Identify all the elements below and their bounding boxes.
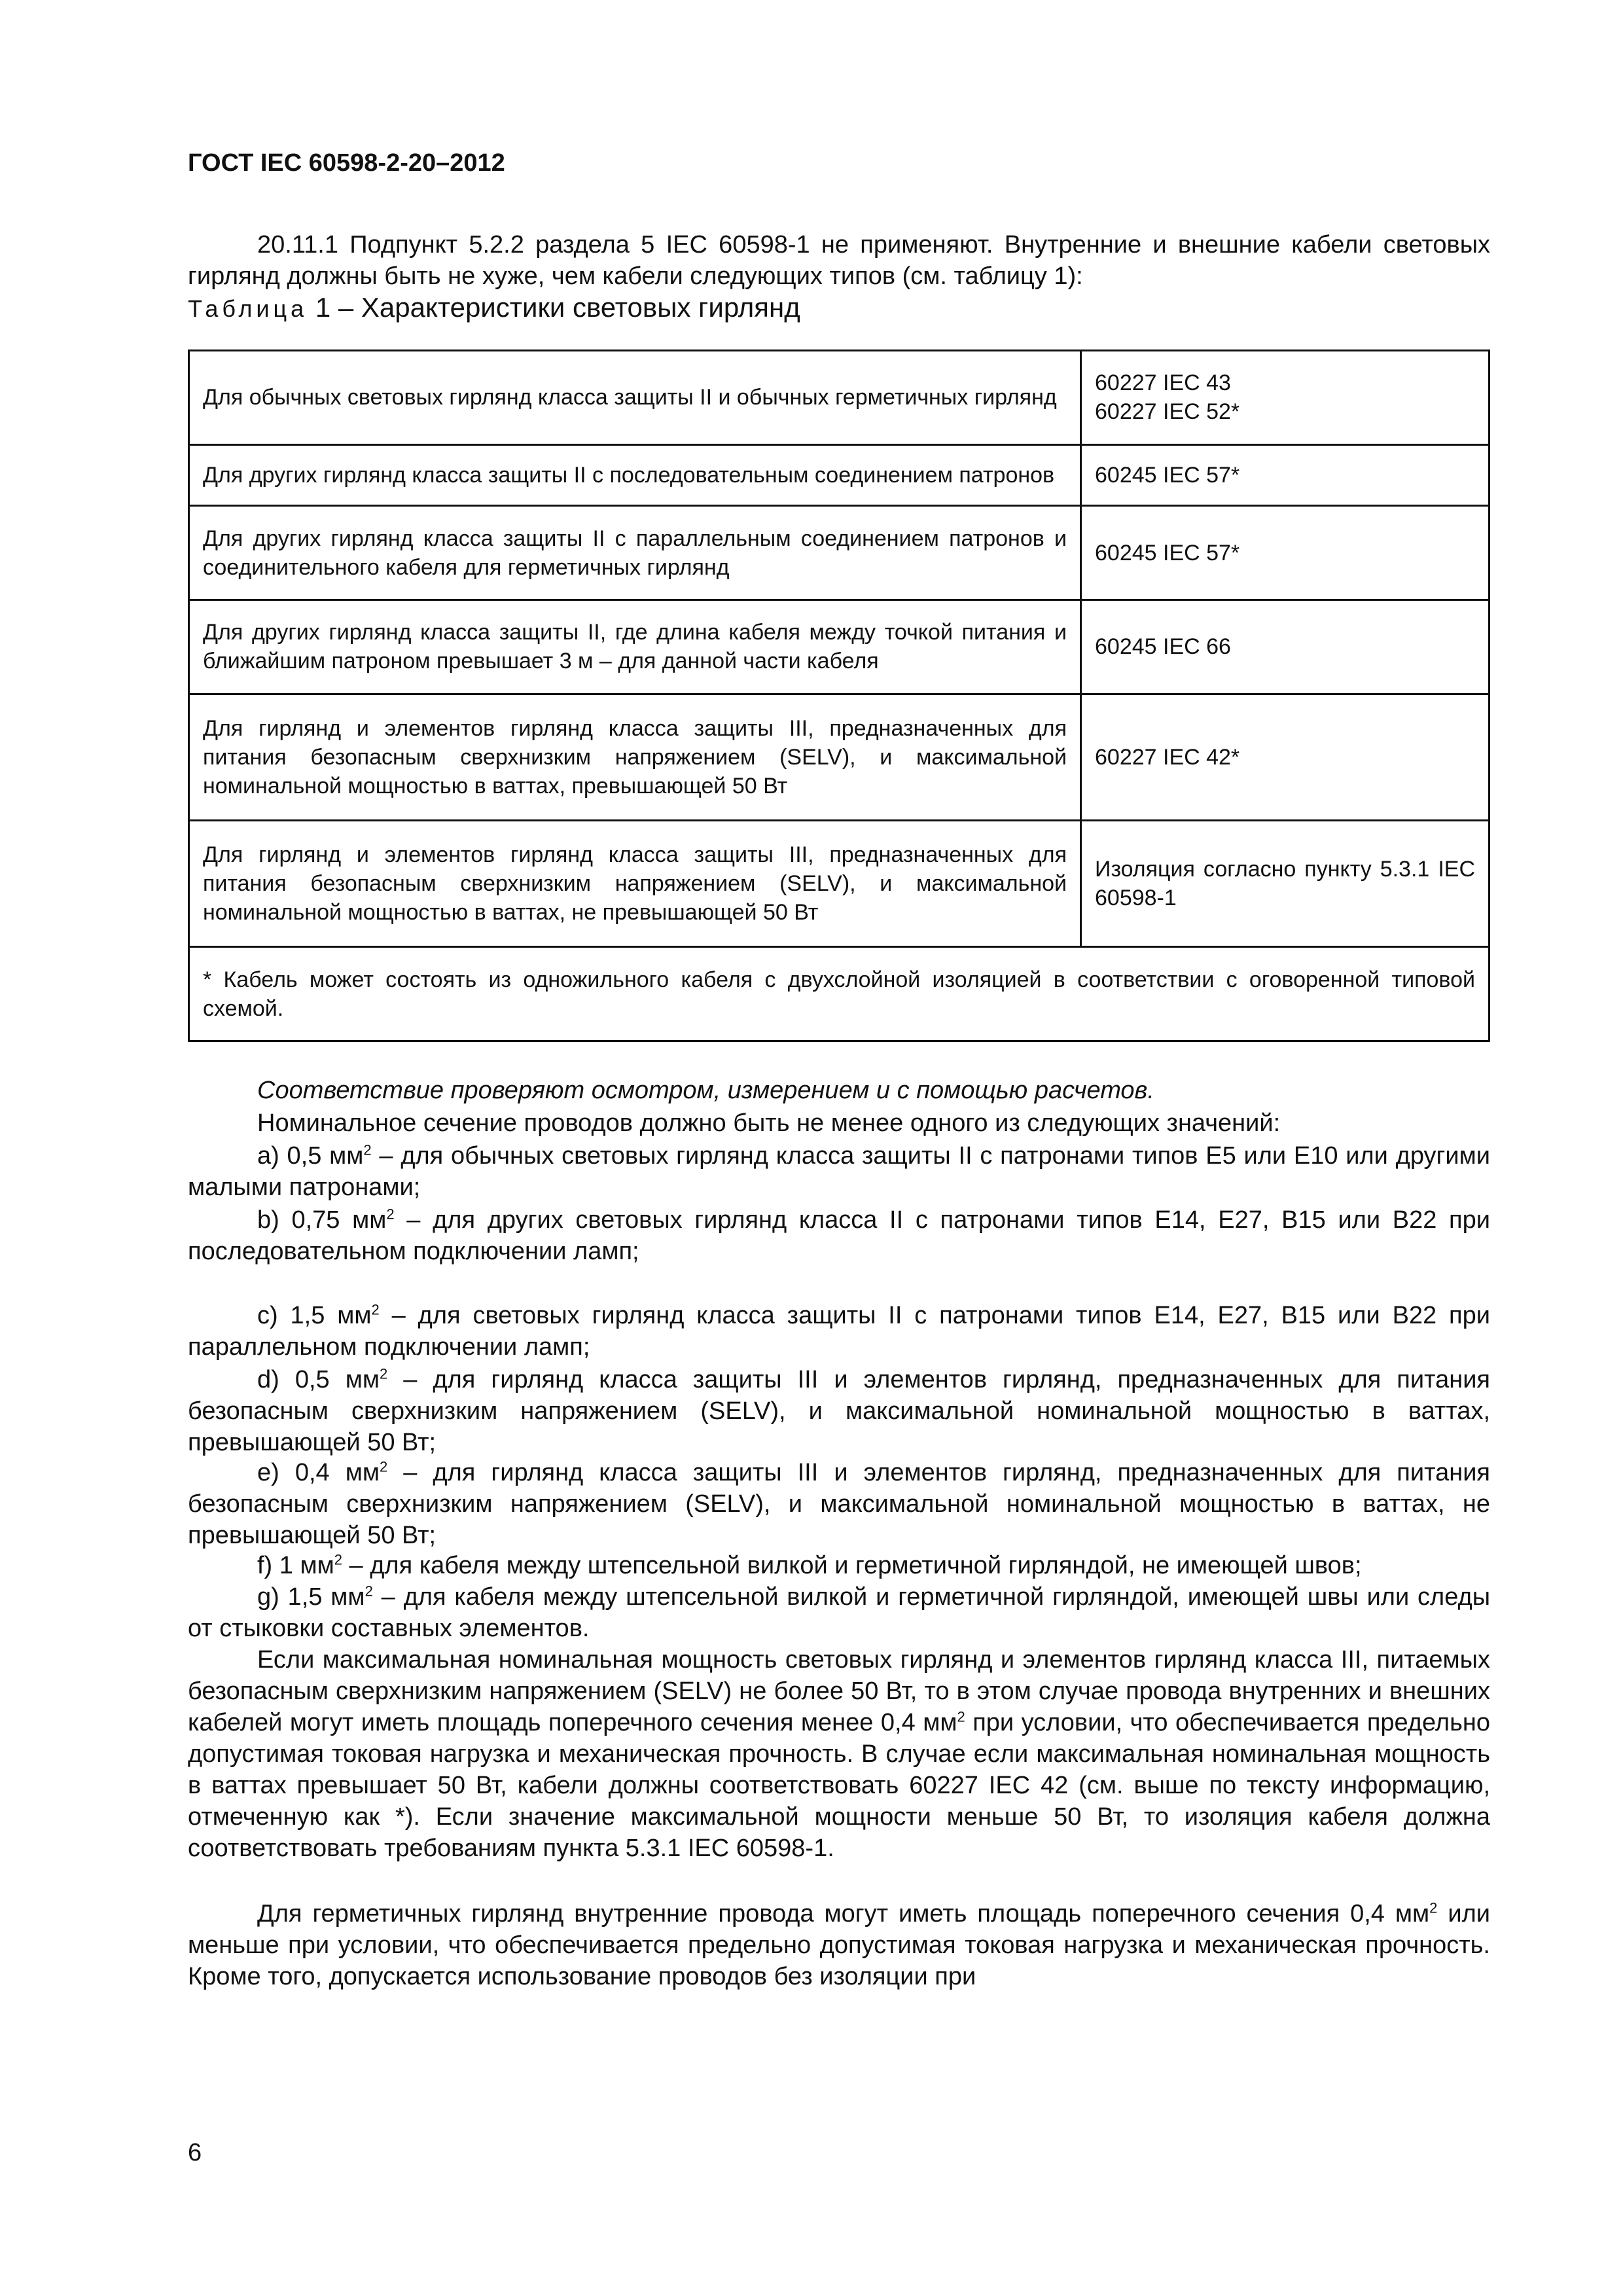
table-row xyxy=(189,694,1489,820)
table-row xyxy=(189,600,1489,694)
paragraph-class3-power xyxy=(188,1644,1490,1864)
table-caption-text: 1 – Характеристики световых гирлянд xyxy=(315,292,800,323)
table-note-row xyxy=(189,947,1489,1041)
table-note: * Кабель может состоять из одножильного кабеля с двухслойной изоляцией в соответствии с оговоренной типовой схемой. xyxy=(189,947,1489,1041)
item-b xyxy=(188,1204,1490,1267)
superscript: 2 xyxy=(386,1206,395,1223)
row-cable-type: 60245 IEC 57* xyxy=(1081,444,1489,506)
item-b-prefix: b) 0,75 мм xyxy=(257,1206,387,1234)
item-a-prefix: а) 0,5 мм xyxy=(257,1142,364,1170)
intro-paragraph: 20.11.1 Подпункт 5.2.2 раздела 5 IEC 60598-1 не применяют. Внутренние и внешние кабели световых гирлянд должны быть не хуже, чем кабели следующих типов (см. таблицу 1): xyxy=(188,231,1490,290)
row-description: Для других гирлянд класса защиты II с последовательным соединением патронов xyxy=(189,444,1081,506)
item-d-text: – для гирлянд класса защиты III и элементов гирлянд, предназначенных для питания безопасным сверхнизким напряжением (SELV), и максимальной номинальной мощностью в ваттах, превышающей 50 Вт; xyxy=(188,1366,1490,1456)
item-g-text: – для кабеля между штепсельной вилкой и герметичной гирляндой, имеющей швы или следы от стыковки составных элементов. xyxy=(188,1583,1491,1642)
table-row xyxy=(189,820,1489,946)
superscript: 2 xyxy=(379,1458,388,1475)
table-row xyxy=(189,351,1489,445)
item-a xyxy=(188,1140,1490,1203)
nominal-intro: Номинальное сечение проводов должно быть не менее одного из следующих значений: xyxy=(257,1109,1281,1137)
item-d xyxy=(188,1364,1490,1458)
superscript: 2 xyxy=(334,1551,342,1568)
row-cable-type: Изоляция согласно пункту 5.3.1 IEC 60598-1 xyxy=(1081,820,1489,946)
item-e-text: – для гирлянд класса защиты III и элементов гирлянд, предназначенных для питания безопасным сверхнизким напряжением (SELV), и максимальной номинальной мощностью в ваттах, не превышающей 50 Вт; xyxy=(188,1459,1490,1549)
row-description: Для обычных световых гирлянд класса защиты II и обычных герметичных гирлянд xyxy=(189,351,1081,445)
page-number: 6 xyxy=(188,2139,202,2166)
cable-table xyxy=(188,350,1490,1042)
item-d-prefix: d) 0,5 мм xyxy=(257,1366,380,1393)
row-description: Для гирлянд и элементов гирлянд класса защиты III, предназначенных для питания безопасным сверхнизким напряжением (SELV), и максимальной номинальной мощностью в ваттах, превышающей 50 Вт xyxy=(189,694,1081,820)
paragraph-hermetic xyxy=(188,1898,1490,1992)
row-cable-type: 60245 IEC 57* xyxy=(1081,506,1489,600)
row-description: Для гирлянд и элементов гирлянд класса защиты III, предназначенных для питания безопасным сверхнизким напряжением (SELV), и максимальной номинальной мощностью в ваттах, не превышающей 50 Вт xyxy=(189,820,1081,946)
item-e-prefix: e) 0,4 мм xyxy=(257,1459,380,1486)
superscript: 2 xyxy=(957,1708,965,1725)
table-caption xyxy=(188,292,800,323)
paragraph-text: или меньше при условии, что обеспечивается предельно допустимая токовая нагрузка и механическая прочность. Кроме того, допускается использование проводов без изоляции при xyxy=(188,1900,1490,1990)
row-cable-type: 60227 IEC 42* xyxy=(1081,694,1489,820)
superscript: 2 xyxy=(371,1301,380,1318)
row-description: Для других гирлянд класса защиты II, где длина кабеля между точкой питания и ближайшим патроном превышает 3 м – для данной части кабеля xyxy=(189,600,1081,694)
item-a-text: – для обычных световых гирлянд класса защиты II с патронами типов Е5 или Е10 или другими малыми патронами; xyxy=(188,1142,1490,1201)
paragraph-text: Если максимальная номинальная мощность световых гирлянд и элементов гирлянд класса III, питаемых безопасным сверхнизким напряжением (SELV) не более 50 Вт, то в этом случае провода внутренних и внешних кабелей могут иметь площадь поперечного сечения менее 0,4 мм xyxy=(188,1646,1490,1736)
superscript: 2 xyxy=(379,1365,388,1382)
row-cable-type: 60245 IEC 66 xyxy=(1081,600,1489,694)
cable-type-line: 60227 IEC 43 60227 IEC 52* xyxy=(1095,370,1240,425)
row-description: Для других гирлянд класса защиты II с параллельным соединением патронов и соединительного кабеля для герметичных гирлянд xyxy=(189,506,1081,600)
document-header: ГОСТ IEC 60598-2-20–2012 xyxy=(188,149,505,177)
item-c-text: – для световых гирлянд класса защиты II с патронами типов Е14, Е27, В15 или В22 при параллельном подключении ламп; xyxy=(188,1302,1490,1361)
item-e xyxy=(188,1457,1490,1551)
item-c xyxy=(188,1300,1490,1363)
item-b-text: – для других световых гирлянд класса II с патронами типов Е14, Е27, В15 или В22 при последовательном подключении ламп; xyxy=(188,1206,1490,1265)
item-g xyxy=(188,1581,1490,1644)
paragraph-text: Для герметичных гирлянд внутренние провода могут иметь площадь поперечного сечения 0,4 мм xyxy=(257,1900,1430,1928)
item-g-prefix: g) 1,5 мм xyxy=(257,1583,365,1611)
item-c-prefix: c) 1,5 мм xyxy=(257,1302,372,1329)
table-row xyxy=(189,506,1489,600)
table-row xyxy=(189,444,1489,506)
superscript: 2 xyxy=(1429,1899,1438,1916)
check-statement: Соответствие проверяют осмотром, измерением и с помощью расчетов. xyxy=(257,1077,1154,1104)
item-f xyxy=(188,1550,1490,1581)
superscript: 2 xyxy=(363,1141,372,1158)
table-caption-label: Таблица xyxy=(188,295,308,322)
paragraph-text: при условии, что обеспечивается предельно допустимая токовая нагрузка и механическая прочность. В случае если максимальная номинальная мощность в ваттах превышает 50 Вт, кабели должны соответствовать 60227 IEC 42 (см. выше по тексту информацию, отмеченную как *). Если значение максимальной мощности меньше 50 Вт, то изоляция кабеля должна соответствовать требованиям пункта 5.3.1 IEC 60598-1. xyxy=(188,1709,1490,1862)
superscript: 2 xyxy=(365,1583,373,1600)
row-cable-type xyxy=(1081,351,1489,445)
item-f-prefix: f) 1 мм xyxy=(257,1552,334,1579)
item-f-text: – для кабеля между штепсельной вилкой и герметичной гирляндой, не имеющей швов; xyxy=(342,1552,1362,1579)
